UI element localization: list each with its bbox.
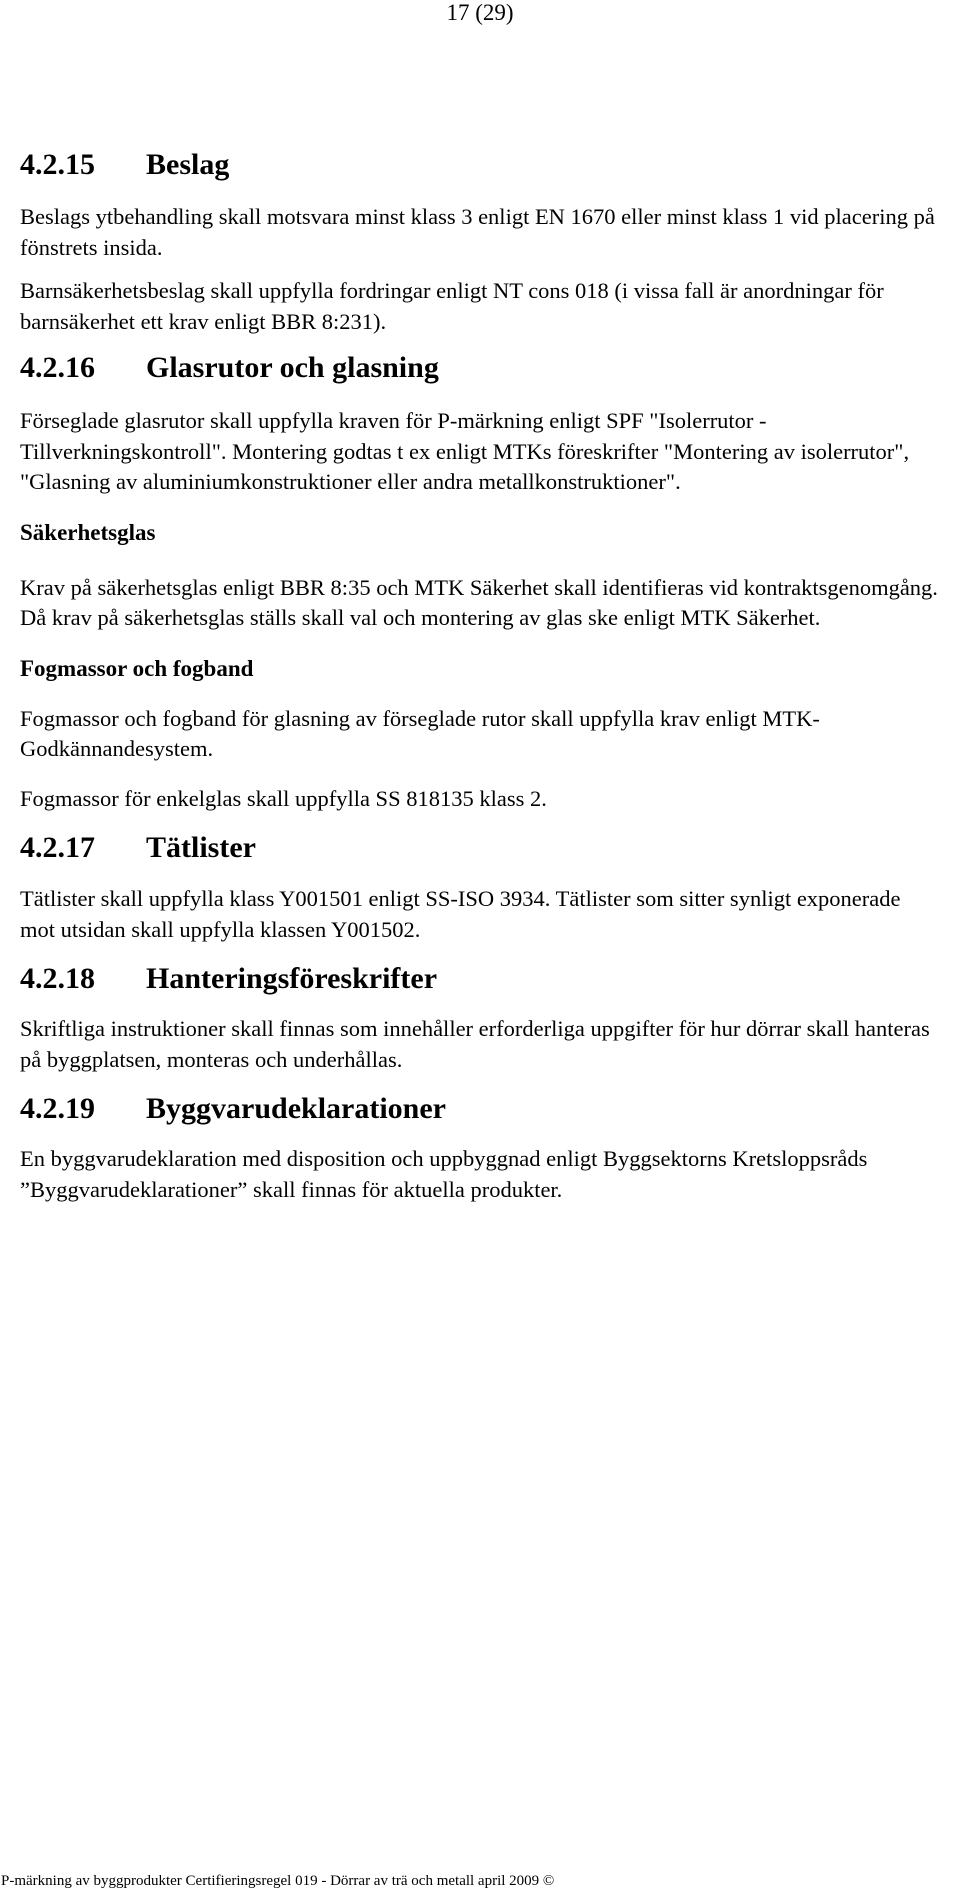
page-number: 17 (29) xyxy=(446,0,514,25)
paragraph: Beslags ytbehandling skall motsvara minst klass 3 enligt EN 1670 eller minst klass 1 vid placering på fönstrets insida. xyxy=(20,204,935,260)
section-heading-tatlister xyxy=(20,831,940,865)
paragraph: Fogmassor för enkelglas skall uppfylla SS 818135 klass 2. xyxy=(20,785,547,811)
section-title: Hanteringsföreskrifter xyxy=(146,962,438,995)
paragraph: Fogmassor och fogband för glasning av förseglade rutor skall uppfylla krav enligt MTK-Godkännandesystem. xyxy=(20,705,820,761)
section-number: 4.2.15 xyxy=(20,148,95,181)
section-title: Beslag xyxy=(146,148,230,181)
paragraph: En byggvarudeklaration med disposition och uppbyggnad enligt Byggsektorns Kretsloppsråds ”Byggvarudeklarationer” skall finnas för aktuella produkter. xyxy=(20,1146,868,1202)
section-title: Glasrutor och glasning xyxy=(146,351,439,384)
section-number: 4.2.18 xyxy=(20,962,95,995)
paragraph: Tätlister skall uppfylla klass Y001501 enligt SS-ISO 3934. Tätlister som sitter synligt exponerade mot utsidan skall uppfylla klassen Y001502. xyxy=(20,886,901,942)
section-title: Byggvarudeklarationer xyxy=(146,1092,446,1125)
document-body xyxy=(20,148,940,1205)
page-footer: P-märkning av byggprodukter Certifieringsregel 019 - Dörrar av trä och metall april 2009 © xyxy=(1,1873,555,1889)
paragraph: Skriftliga instruktioner skall finnas som innehåller erforderliga uppgifter för hur dörrar skall hanteras på byggplatsen, monteras och underhållas. xyxy=(20,1016,930,1072)
subsection-heading-sakerhetsglas: Säkerhetsglas xyxy=(20,519,156,545)
paragraph: Förseglade glasrutor skall uppfylla kraven för P-märkning enligt SPF "Isolerrutor - Tillverkningskontroll". Montering godtas t ex enligt MTKs föreskrifter "Montering av isolerrutor", "Glasning av aluminiumkonstruktioner eller andra metallkonstruktioner". xyxy=(20,408,910,494)
section-heading-byggvarudeklarationer xyxy=(20,1092,940,1126)
paragraph: Barnsäkerhetsbeslag skall uppfylla fordringar enligt NT cons 018 (i vissa fall är anordningar för barnsäkerhet ett krav enligt BBR 8:231). xyxy=(20,278,884,334)
section-number: 4.2.17 xyxy=(20,831,95,864)
paragraph: Krav på säkerhetsglas enligt BBR 8:35 och MTK Säkerhet skall identifieras vid kontraktsgenomgång. Då krav på säkerhetsglas ställs skall val och montering av glas ske enligt MTK Säkerhet. xyxy=(20,574,938,630)
section-heading-beslag xyxy=(20,148,940,182)
section-number: 4.2.19 xyxy=(20,1092,95,1125)
section-number: 4.2.16 xyxy=(20,351,95,384)
section-title: Tätlister xyxy=(146,831,256,864)
section-heading-glasrutor xyxy=(20,351,940,385)
subsection-heading-fogmassor: Fogmassor och fogband xyxy=(20,655,254,681)
section-heading-hantering xyxy=(20,962,940,996)
